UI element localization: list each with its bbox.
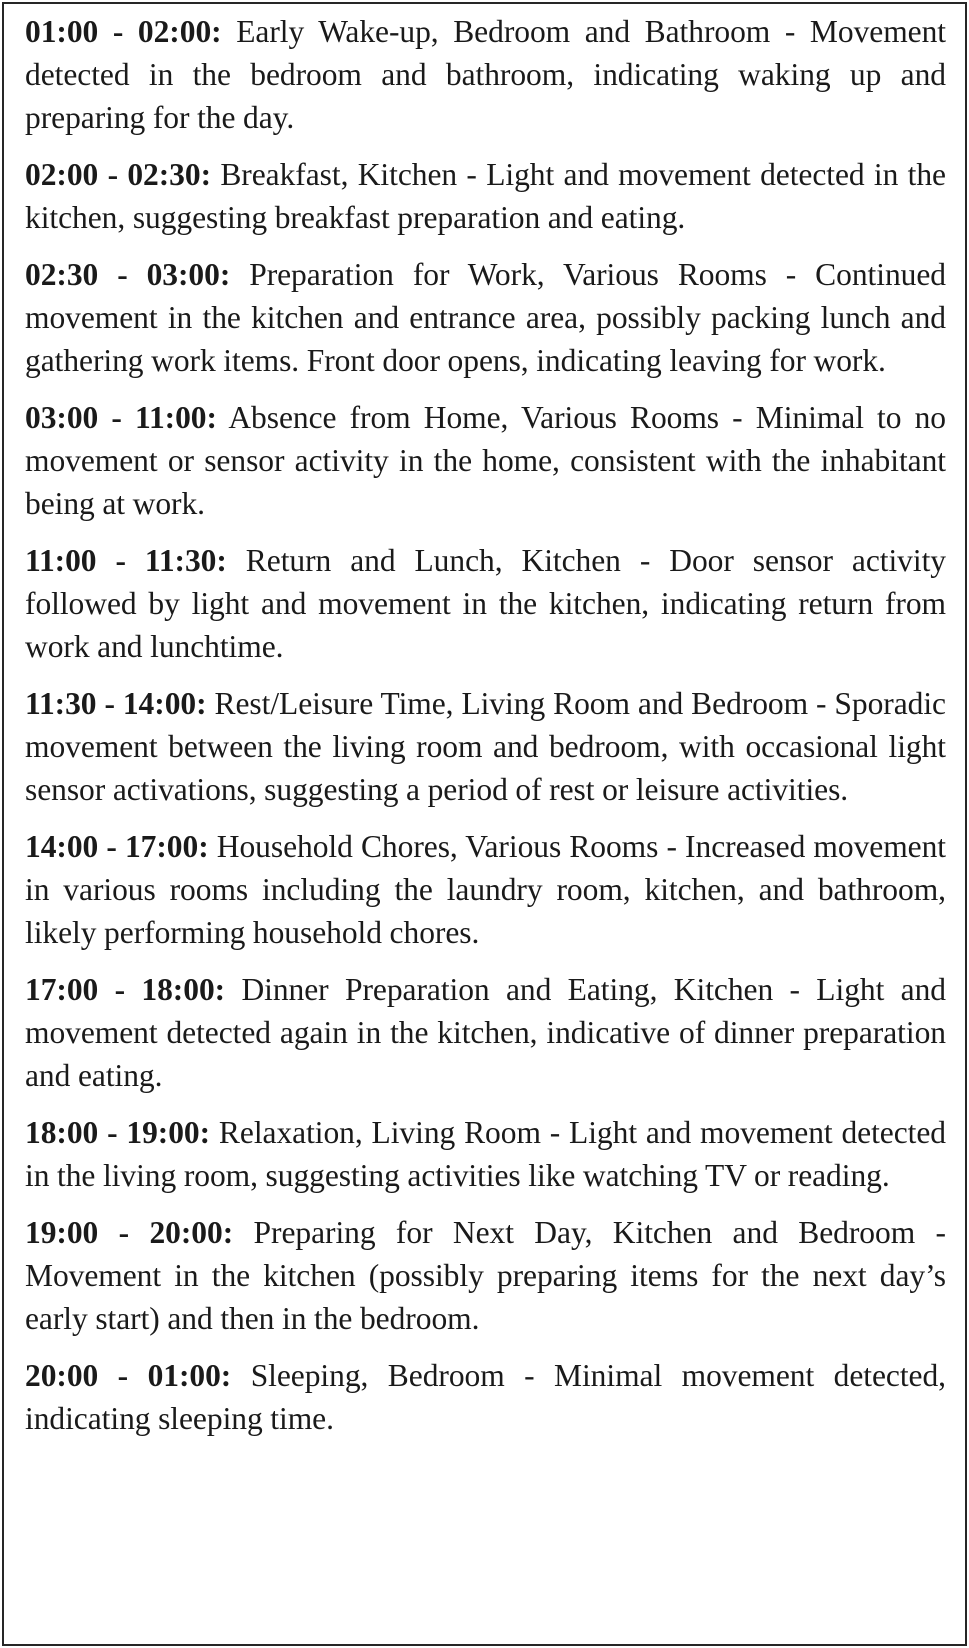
entry-description: Dinner Preparation and Eating, Kitchen - Light and movement detected again in the kitchen, indicative of dinner preparation and eating.	[25, 972, 946, 1093]
entry-description: Relaxation, Living Room - Light and movement detected in the living room, suggesting activities like watching TV or reading.	[25, 1115, 947, 1193]
schedule-entry	[25, 682, 946, 811]
entry-time-range: 11:00 - 11:30:	[25, 543, 227, 578]
schedule-panel	[2, 2, 967, 1646]
entry-time-range: 17:00 - 18:00:	[25, 972, 226, 1007]
entry-description: Breakfast, Kitchen - Light and movement detected in the kitchen, suggesting breakfast preparation and eating.	[25, 157, 946, 235]
entry-time-range: 02:30 - 03:00:	[25, 257, 231, 292]
schedule-entry-list	[4, 4, 965, 1450]
entry-time-range: 14:00 - 17:00:	[25, 829, 209, 864]
entry-description: Sleeping, Bedroom - Minimal movement detected, indicating sleeping time.	[25, 1358, 946, 1436]
entry-time-range: 11:30 - 14:00:	[25, 686, 207, 721]
schedule-entry	[25, 539, 946, 668]
entry-description: Return and Lunch, Kitchen - Door sensor activity followed by light and movement in the kitchen, indicating return from work and lunchtime.	[25, 543, 946, 664]
schedule-entry	[25, 10, 946, 139]
entry-time-range: 01:00 - 02:00:	[25, 14, 222, 49]
schedule-entry	[25, 1354, 946, 1440]
entry-description: Absence from Home, Various Rooms - Minimal to no movement or sensor activity in the home, consistent with the inhabitant being at work.	[25, 400, 947, 521]
schedule-entry	[25, 396, 946, 525]
entry-time-range: 19:00 - 20:00:	[25, 1215, 234, 1250]
entry-description: Rest/Leisure Time, Living Room and Bedroom - Sporadic movement between the living room and bedroom, with occasional light sensor activations, suggesting a period of rest or leisure activities.	[25, 686, 946, 807]
entry-description: Preparing for Next Day, Kitchen and Bedroom - Movement in the kitchen (possibly preparing items for the next day’s early start) and then in the bedroom.	[25, 1215, 946, 1336]
entry-description: Preparation for Work, Various Rooms - Continued movement in the kitchen and entrance area, possibly packing lunch and gathering work items. Front door opens, indicating leaving for work.	[25, 257, 946, 378]
entry-time-range: 18:00 - 19:00:	[25, 1115, 211, 1150]
entry-time-range: 20:00 - 01:00:	[25, 1358, 232, 1393]
schedule-entry	[25, 825, 946, 954]
schedule-entry	[25, 968, 946, 1097]
entry-description: Early Wake-up, Bedroom and Bathroom - Movement detected in the bedroom and bathroom, indicating waking up and preparing for the day.	[25, 14, 946, 135]
schedule-entry	[25, 253, 946, 382]
schedule-entry	[25, 1111, 946, 1197]
schedule-entry	[25, 1211, 946, 1340]
entry-time-range: 02:00 - 02:30:	[25, 157, 212, 192]
entry-time-range: 03:00 - 11:00:	[25, 400, 217, 435]
schedule-entry	[25, 153, 946, 239]
entry-description: Household Chores, Various Rooms - Increased movement in various rooms including the laundry room, kitchen, and bathroom, likely performing household chores.	[25, 829, 946, 950]
